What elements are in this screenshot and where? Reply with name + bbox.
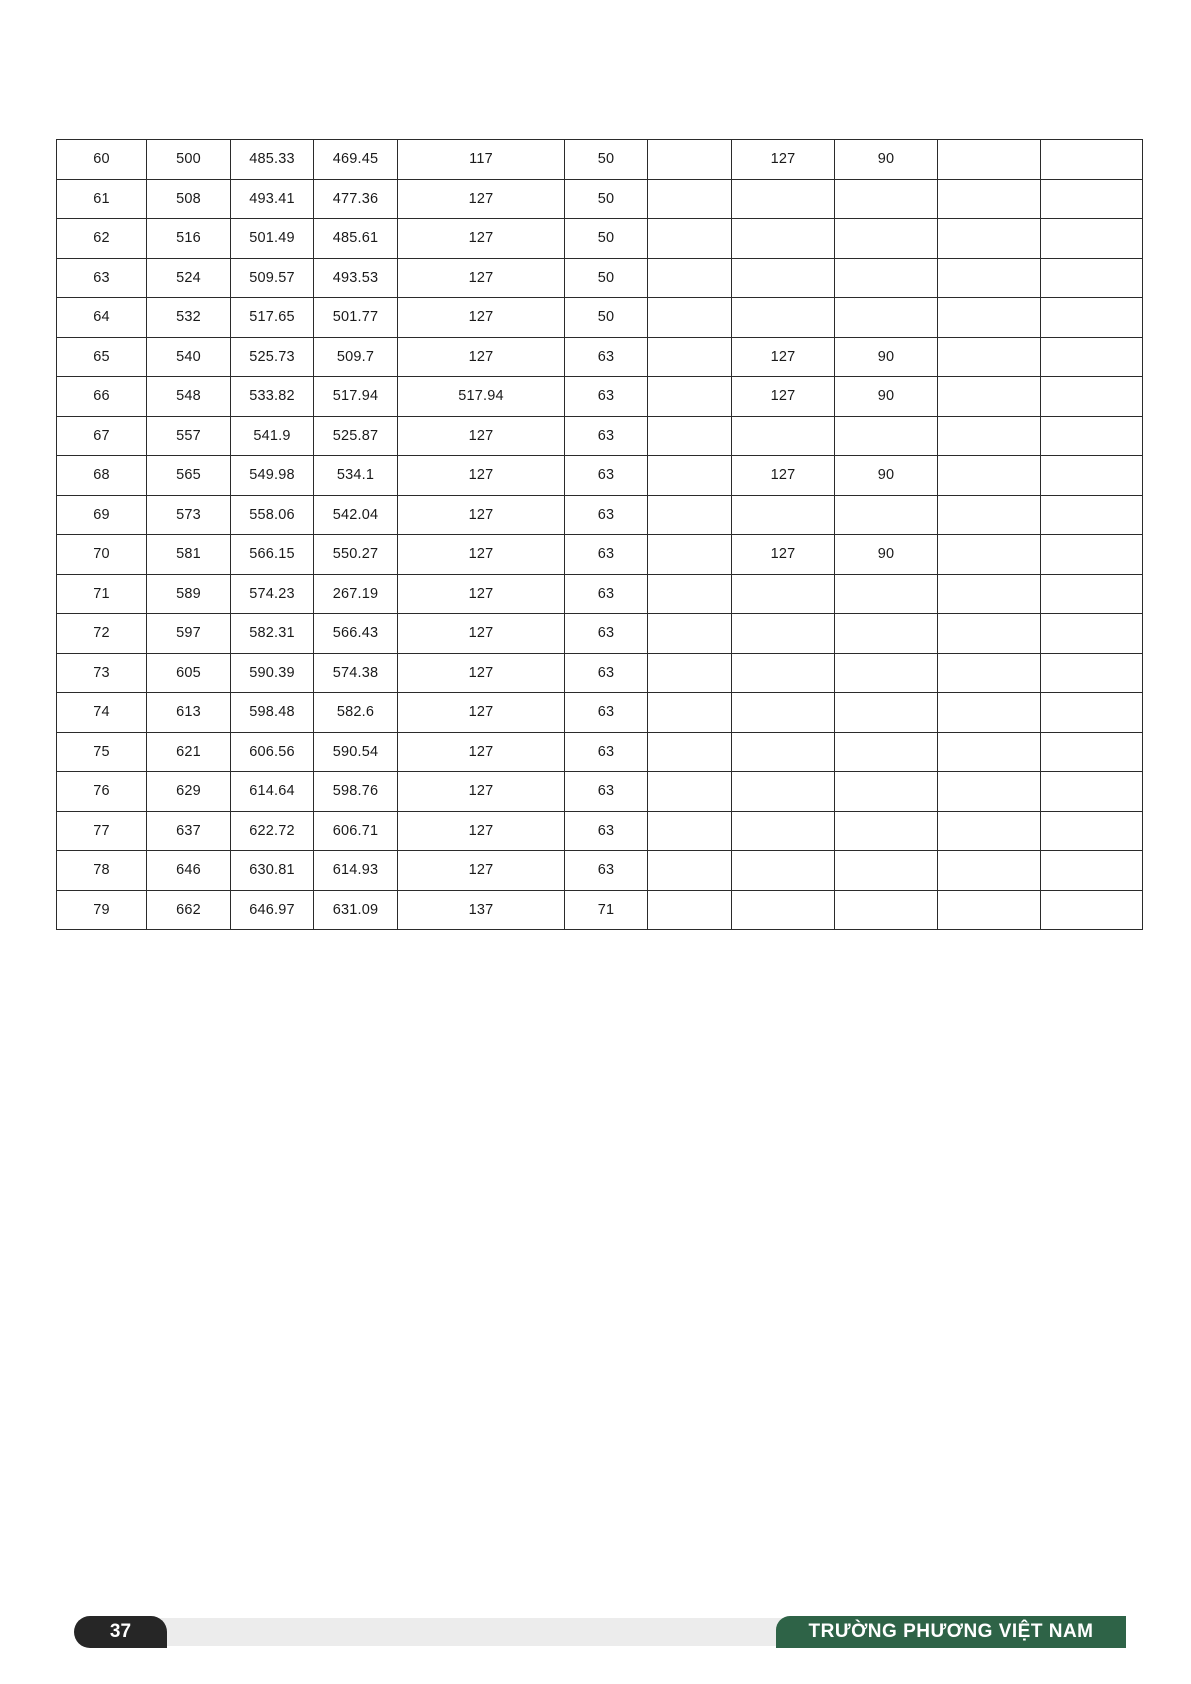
table-row [57, 811, 1143, 851]
table-cell [648, 772, 732, 812]
table-row [57, 416, 1143, 456]
table-cell: 63 [565, 614, 648, 654]
table-cell: 574.38 [314, 653, 398, 693]
table-cell: 630.81 [231, 851, 314, 891]
table-cell: 117 [398, 140, 565, 180]
table-cell: 621 [147, 732, 231, 772]
table-cell [1041, 772, 1143, 812]
table-cell: 606.71 [314, 811, 398, 851]
table-cell: 517.65 [231, 298, 314, 338]
table-cell: 629 [147, 772, 231, 812]
table-row [57, 693, 1143, 733]
table-cell: 90 [835, 456, 938, 496]
table-cell: 127 [398, 298, 565, 338]
table-cell [648, 653, 732, 693]
table-cell: 493.53 [314, 258, 398, 298]
table-cell [648, 495, 732, 535]
table-cell [938, 140, 1041, 180]
table-cell: 127 [732, 377, 835, 417]
table-cell [732, 890, 835, 930]
table-cell: 598.48 [231, 693, 314, 733]
table-cell: 508 [147, 179, 231, 219]
table-cell [835, 574, 938, 614]
table-cell: 524 [147, 258, 231, 298]
table-cell [648, 693, 732, 733]
table-cell [835, 732, 938, 772]
table-cell: 127 [398, 337, 565, 377]
table-row [57, 337, 1143, 377]
table-cell: 662 [147, 890, 231, 930]
table-row [57, 614, 1143, 654]
table-cell [1041, 653, 1143, 693]
table-cell [648, 890, 732, 930]
table-row [57, 377, 1143, 417]
table-cell [938, 574, 1041, 614]
table-cell [835, 416, 938, 456]
table-cell: 50 [565, 258, 648, 298]
table-cell: 558.06 [231, 495, 314, 535]
table-cell [648, 574, 732, 614]
table-cell: 50 [565, 179, 648, 219]
table-cell [648, 535, 732, 575]
table-cell: 550.27 [314, 535, 398, 575]
brand-name: TRƯỜNG PHƯƠNG VIỆT NAM [776, 1616, 1126, 1648]
table-row [57, 219, 1143, 259]
table-cell [648, 811, 732, 851]
table-cell: 127 [732, 337, 835, 377]
table-body [57, 140, 1143, 930]
table-cell: 90 [835, 140, 938, 180]
table-cell: 63 [565, 851, 648, 891]
table-cell: 127 [398, 456, 565, 496]
table-cell: 477.36 [314, 179, 398, 219]
table-cell [938, 416, 1041, 456]
table-cell [835, 219, 938, 259]
table-cell [938, 772, 1041, 812]
table-cell: 63 [565, 811, 648, 851]
table-cell: 79 [57, 890, 147, 930]
table-cell [648, 377, 732, 417]
table-cell: 127 [398, 495, 565, 535]
table-cell: 63 [57, 258, 147, 298]
table-cell: 605 [147, 653, 231, 693]
table-cell [938, 732, 1041, 772]
table-cell: 71 [565, 890, 648, 930]
table-cell: 73 [57, 653, 147, 693]
table-cell: 61 [57, 179, 147, 219]
table-cell: 501.77 [314, 298, 398, 338]
table-cell [1041, 456, 1143, 496]
table-cell [835, 298, 938, 338]
table-cell: 485.33 [231, 140, 314, 180]
table-cell [1041, 495, 1143, 535]
table-cell: 582.31 [231, 614, 314, 654]
table-cell: 90 [835, 337, 938, 377]
table-cell [938, 535, 1041, 575]
table-row [57, 298, 1143, 338]
table-cell [732, 298, 835, 338]
table-cell [732, 219, 835, 259]
page-footer [74, 1616, 1126, 1648]
table-cell: 517.94 [314, 377, 398, 417]
table-cell: 90 [835, 377, 938, 417]
table-cell [835, 179, 938, 219]
table-row [57, 851, 1143, 891]
table-cell [648, 258, 732, 298]
table-cell: 63 [565, 574, 648, 614]
table-cell: 50 [565, 298, 648, 338]
table-cell: 63 [565, 416, 648, 456]
table-cell: 75 [57, 732, 147, 772]
table-cell: 267.19 [314, 574, 398, 614]
page-number: 37 [74, 1616, 167, 1648]
table-cell: 534.1 [314, 456, 398, 496]
table-cell: 501.49 [231, 219, 314, 259]
table-cell: 127 [398, 851, 565, 891]
table-cell [1041, 693, 1143, 733]
table-cell [835, 653, 938, 693]
table-cell [938, 693, 1041, 733]
table-cell: 71 [57, 574, 147, 614]
table-cell: 622.72 [231, 811, 314, 851]
table-cell: 127 [398, 693, 565, 733]
table-cell: 67 [57, 416, 147, 456]
table-cell [648, 732, 732, 772]
table-cell: 50 [565, 140, 648, 180]
table-cell: 77 [57, 811, 147, 851]
table-cell: 137 [398, 890, 565, 930]
table-cell: 63 [565, 693, 648, 733]
table-cell [648, 851, 732, 891]
table-cell [732, 693, 835, 733]
table-cell [1041, 298, 1143, 338]
table-cell: 646.97 [231, 890, 314, 930]
table-cell: 566.15 [231, 535, 314, 575]
table-cell [938, 851, 1041, 891]
table-cell: 582.6 [314, 693, 398, 733]
table-row [57, 495, 1143, 535]
table-cell [835, 851, 938, 891]
table-cell: 60 [57, 140, 147, 180]
table-cell [1041, 614, 1143, 654]
table-cell: 63 [565, 732, 648, 772]
table-cell: 127 [398, 811, 565, 851]
table-cell [1041, 851, 1143, 891]
table-cell [1041, 258, 1143, 298]
table-cell: 63 [565, 653, 648, 693]
table-cell [732, 179, 835, 219]
table-cell: 70 [57, 535, 147, 575]
table-cell: 533.82 [231, 377, 314, 417]
table-cell: 493.41 [231, 179, 314, 219]
table-cell: 500 [147, 140, 231, 180]
table-row [57, 772, 1143, 812]
table-row [57, 732, 1143, 772]
table-cell [835, 890, 938, 930]
table-cell: 64 [57, 298, 147, 338]
table-cell: 63 [565, 772, 648, 812]
table-cell: 74 [57, 693, 147, 733]
table-cell [648, 140, 732, 180]
table-cell [835, 614, 938, 654]
table-cell [1041, 140, 1143, 180]
table-cell: 127 [398, 653, 565, 693]
table-cell: 63 [565, 456, 648, 496]
table-cell: 127 [398, 416, 565, 456]
table-cell: 90 [835, 535, 938, 575]
table-cell [938, 298, 1041, 338]
table-cell: 525.87 [314, 416, 398, 456]
table-cell: 127 [398, 732, 565, 772]
table-cell [732, 614, 835, 654]
table-row [57, 456, 1143, 496]
table-cell: 590.39 [231, 653, 314, 693]
table-cell: 541.9 [231, 416, 314, 456]
table-cell [938, 258, 1041, 298]
table-cell: 540 [147, 337, 231, 377]
table-cell [938, 811, 1041, 851]
table-cell [732, 811, 835, 851]
table-row [57, 179, 1143, 219]
table-cell [1041, 535, 1143, 575]
table-cell: 127 [732, 140, 835, 180]
table-cell: 50 [565, 219, 648, 259]
table-cell: 127 [398, 574, 565, 614]
table-cell: 127 [398, 772, 565, 812]
table-cell: 63 [565, 377, 648, 417]
table-cell: 485.61 [314, 219, 398, 259]
table-cell: 566.43 [314, 614, 398, 654]
table-cell: 516 [147, 219, 231, 259]
table-cell [835, 693, 938, 733]
table-cell: 68 [57, 456, 147, 496]
table-cell: 469.45 [314, 140, 398, 180]
table-cell [732, 416, 835, 456]
table-cell [648, 614, 732, 654]
table-cell: 557 [147, 416, 231, 456]
table-cell [732, 851, 835, 891]
table-cell: 66 [57, 377, 147, 417]
table-cell: 127 [398, 258, 565, 298]
table-cell [1041, 574, 1143, 614]
table-row [57, 653, 1143, 693]
table-cell: 532 [147, 298, 231, 338]
table-cell: 76 [57, 772, 147, 812]
table-cell: 509.57 [231, 258, 314, 298]
table-row [57, 258, 1143, 298]
table-cell [648, 456, 732, 496]
table-cell [835, 811, 938, 851]
table-cell [835, 258, 938, 298]
table-cell: 517.94 [398, 377, 565, 417]
table-cell: 637 [147, 811, 231, 851]
table-row [57, 535, 1143, 575]
table-cell: 589 [147, 574, 231, 614]
table-cell [648, 219, 732, 259]
table-cell [938, 179, 1041, 219]
table-cell [732, 772, 835, 812]
table-cell: 62 [57, 219, 147, 259]
table-cell: 509.7 [314, 337, 398, 377]
table-cell [938, 495, 1041, 535]
table-cell [938, 219, 1041, 259]
table-cell [732, 495, 835, 535]
table-cell [938, 337, 1041, 377]
table-cell: 127 [398, 614, 565, 654]
table-cell [1041, 890, 1143, 930]
table-cell [938, 890, 1041, 930]
table-cell: 614.64 [231, 772, 314, 812]
table-row [57, 890, 1143, 930]
table-cell: 614.93 [314, 851, 398, 891]
table-cell [1041, 732, 1143, 772]
table-cell [732, 258, 835, 298]
table-cell [648, 337, 732, 377]
table-cell: 548 [147, 377, 231, 417]
table-cell [732, 574, 835, 614]
table-cell: 127 [398, 179, 565, 219]
table-cell: 598.76 [314, 772, 398, 812]
table-cell [732, 653, 835, 693]
table-cell: 597 [147, 614, 231, 654]
table-cell [1041, 377, 1143, 417]
table-cell [938, 653, 1041, 693]
table-cell: 646 [147, 851, 231, 891]
table-cell: 78 [57, 851, 147, 891]
table-cell [938, 456, 1041, 496]
table-cell: 606.56 [231, 732, 314, 772]
table-cell: 127 [398, 219, 565, 259]
table-row [57, 574, 1143, 614]
table-cell: 613 [147, 693, 231, 733]
table-cell: 65 [57, 337, 147, 377]
table-cell: 542.04 [314, 495, 398, 535]
footer-bar [134, 1618, 874, 1646]
table-cell [648, 179, 732, 219]
table-cell: 63 [565, 495, 648, 535]
table-cell [1041, 811, 1143, 851]
table-cell: 69 [57, 495, 147, 535]
table-cell: 525.73 [231, 337, 314, 377]
table-cell [1041, 219, 1143, 259]
table-cell: 574.23 [231, 574, 314, 614]
table-cell: 631.09 [314, 890, 398, 930]
table-cell: 127 [732, 456, 835, 496]
table-cell: 590.54 [314, 732, 398, 772]
table-cell: 581 [147, 535, 231, 575]
table-cell [835, 772, 938, 812]
table-cell [938, 377, 1041, 417]
table-cell [1041, 337, 1143, 377]
table-cell: 72 [57, 614, 147, 654]
table-cell [732, 732, 835, 772]
table-cell: 127 [732, 535, 835, 575]
table-cell: 63 [565, 535, 648, 575]
table-row [57, 140, 1143, 180]
table-cell: 127 [398, 535, 565, 575]
table-cell [938, 614, 1041, 654]
table-cell [648, 416, 732, 456]
table-cell [835, 495, 938, 535]
table-cell: 573 [147, 495, 231, 535]
table-cell: 63 [565, 337, 648, 377]
table-cell [648, 298, 732, 338]
data-table [56, 139, 1143, 930]
table-cell [1041, 179, 1143, 219]
table-cell: 565 [147, 456, 231, 496]
table-cell [1041, 416, 1143, 456]
table-cell: 549.98 [231, 456, 314, 496]
